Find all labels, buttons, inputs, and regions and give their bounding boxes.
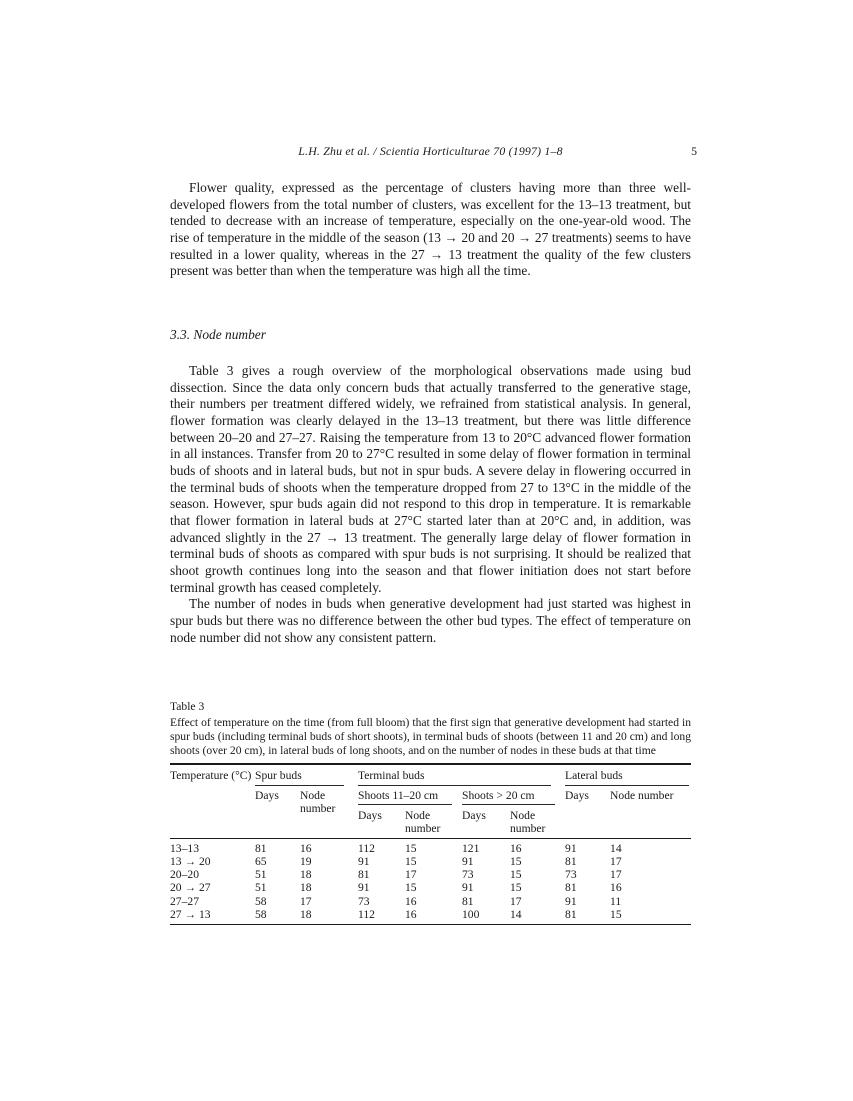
journal-citation: L.H. Zhu et al. / Scientia Horticulturae 70 (1997) 1–8	[298, 144, 563, 158]
table3	[170, 763, 691, 925]
cell-value: 91	[358, 881, 370, 895]
col-header-lateral-days: Days	[565, 788, 589, 802]
col-header-shoots-mid-node: Node number	[405, 808, 441, 835]
cell-value: 15	[510, 854, 522, 868]
cell-treatment: 13–13	[170, 838, 255, 855]
group-header-spur-buds: Spur buds	[255, 764, 358, 789]
cell-treatment: 20 → 27	[170, 881, 211, 895]
cell-treatment: 20–20	[170, 868, 199, 882]
cell-value: 15	[405, 881, 417, 895]
body-text-block	[170, 363, 691, 646]
col-header-shoots-long-days: Days	[462, 808, 486, 822]
cell-value: 18	[300, 881, 312, 895]
cell-value: 17	[610, 868, 622, 882]
col-header-shoots-mid-days: Days	[358, 808, 382, 822]
cell-value: 16	[405, 908, 462, 925]
running-head	[170, 144, 697, 160]
col-header-temperature: Temperature (°C)	[170, 768, 252, 782]
cell-value: 81	[255, 838, 300, 855]
group-header-shoots-over-20: Shoots > 20 cm	[462, 789, 565, 809]
cell-value: 16	[510, 838, 565, 855]
cell-value: 19	[300, 854, 312, 868]
col-header-spur-days: Days	[255, 788, 279, 802]
paragraph-flower-quality: Flower quality, expressed as the percentage of clusters having more than three well-developed flowers from the total number of clusters, was excellent for the 13–13 treatment, but tended to decrease with an increase of temperature, especially on the one-year-old wood. The rise of temperature in the middle of the season (13 → 20 and 20 → 27 treatments) seems to have resulted in a lower quality, whereas in the 27 → 13 treatment the quality of the few clusters present was better than when the temperature was high all the time.	[170, 180, 691, 279]
cell-value: 81	[565, 908, 610, 925]
cell-value: 15	[405, 838, 462, 855]
paragraph-node-count: The number of nodes in buds when generative development had just started was highest in spur buds but there was no difference between the other bud types. The effect of temperature on node number did not show any consistent pattern.	[170, 596, 691, 645]
table-label: Table 3	[170, 700, 205, 713]
cell-treatment: 13 → 20	[170, 854, 211, 868]
cell-value: 17	[300, 894, 312, 908]
group-header-lateral-buds: Lateral buds	[565, 764, 691, 789]
cell-value: 17	[610, 854, 622, 868]
cell-value: 15	[510, 868, 522, 882]
col-header-shoots-long-node: Node number	[510, 808, 546, 835]
table-row	[170, 881, 691, 894]
cell-value: 51	[255, 868, 267, 882]
paragraph-table3-overview: Table 3 gives a rough overview of the morphological observations made using bud dissection. Since the data only concern buds that actually transferred to the generative stage, their numbers per treatment differed widely, we refrained from statistical analysis. In general, flower formation was clearly delayed in the 13–13 treatment, but there was little difference between 20–20 and 27–27. Raising the temperature from 13 to 20°C advanced flower formation in all instances. Transfer from 20 to 27°C resulted in some delay of flower formation in terminal buds of shoots and in lateral buds, but not in spur buds. A severe delay in flowering occurred in the terminal buds of shoots when the temperature dropped from 27 to 13°C in the middle of the season. However, spur buds again did not respond to this drop in temperature. It is remarkable that flower formation in lateral buds at 27°C started later than at 20°C and, in addition, was advanced slightly in the 27 → 13 treatment. The generally large delay of flower formation in terminal buds of shoots as compared with spur buds is not surprising. It should be realized that shoot growth continues long into the season and that flower initiation does not start before terminal growth has ceased completely.	[170, 363, 691, 595]
cell-value: 112	[358, 908, 405, 925]
cell-value: 91	[565, 838, 610, 855]
table-row	[170, 868, 691, 881]
cell-value: 14	[610, 838, 691, 855]
table-caption: Effect of temperature on the time (from full bloom) that the first sign that generative development had started in spur buds (including terminal buds of short shoots), in terminal buds of shoots (between 11 and 20 cm) and long shoots (over 20 cm), in lateral buds of long shoots, and on the number of nodes in these buds at that time	[170, 716, 691, 757]
table3-area	[170, 700, 691, 925]
group-header-terminal-buds: Terminal buds	[358, 764, 565, 789]
cell-value: 17	[510, 894, 522, 908]
cell-treatment: 27 → 13	[170, 908, 255, 925]
cell-treatment: 27–27	[170, 894, 199, 908]
cell-value: 91	[462, 854, 474, 868]
table-row	[170, 895, 691, 908]
cell-value: 81	[462, 894, 474, 908]
section-heading-node-number: 3.3. Node number	[170, 327, 266, 342]
cell-value: 73	[358, 894, 370, 908]
table3-header	[170, 764, 691, 839]
cell-value: 121	[462, 838, 510, 855]
cell-value: 16	[300, 838, 358, 855]
cell-value: 65	[255, 854, 267, 868]
cell-value: 15	[405, 854, 417, 868]
col-header-lateral-node: Node number	[610, 788, 674, 802]
cell-value: 18	[300, 908, 358, 925]
table-row	[170, 908, 691, 925]
cell-value: 17	[405, 868, 417, 882]
cell-value: 11	[610, 894, 622, 908]
cell-value: 91	[565, 894, 577, 908]
table-row	[170, 855, 691, 868]
cell-value: 18	[300, 868, 312, 882]
cell-value: 58	[255, 894, 267, 908]
cell-value: 16	[610, 881, 622, 895]
cell-value: 112	[358, 838, 405, 855]
cell-value: 100	[462, 908, 510, 925]
table-row	[170, 838, 691, 855]
cell-value: 73	[565, 868, 577, 882]
cell-value: 81	[565, 854, 577, 868]
group-header-shoots-11-20: Shoots 11–20 cm	[358, 789, 462, 809]
cell-value: 81	[358, 868, 370, 882]
cell-value: 16	[405, 894, 417, 908]
cell-value: 15	[510, 881, 522, 895]
cell-value: 91	[462, 881, 474, 895]
cell-value: 81	[565, 881, 577, 895]
col-header-spur-node: Node number	[300, 788, 336, 815]
page-number: 5	[691, 144, 697, 158]
cell-value: 58	[255, 908, 300, 925]
cell-value: 91	[358, 854, 370, 868]
table3-body	[170, 838, 691, 924]
cell-value: 73	[462, 868, 474, 882]
cell-value: 14	[510, 908, 565, 925]
cell-value: 15	[610, 908, 691, 925]
cell-value: 51	[255, 881, 267, 895]
